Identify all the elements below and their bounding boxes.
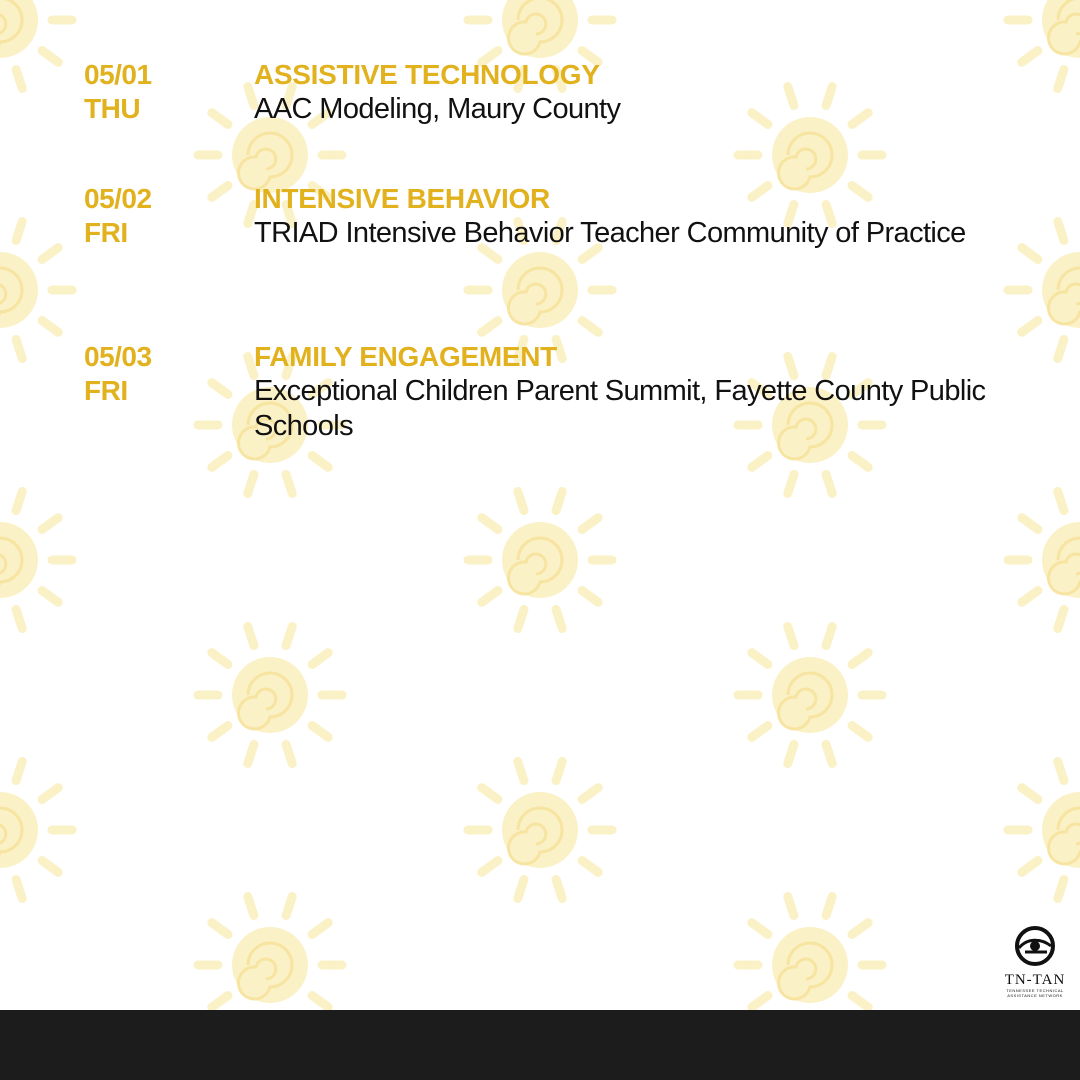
sun-icon (738, 897, 882, 1010)
sun-icon (738, 627, 882, 764)
event-date: 05/01 (84, 59, 152, 90)
event-description: AAC Modeling, Maury County (254, 93, 621, 125)
sun-icon (1008, 492, 1080, 629)
sun-icon (0, 222, 72, 359)
sun-icon (1008, 222, 1080, 359)
event-date-block (84, 182, 244, 250)
event-day: FRI (84, 217, 128, 248)
sun-icon (0, 0, 72, 88)
event-date-block (84, 340, 244, 408)
tn-tan-logo-icon (1013, 924, 1057, 968)
sun-icon (198, 627, 342, 764)
event-description: Exceptional Children Parent Summit, Fayette County Public Schools (254, 375, 986, 442)
logo-name: TN-TAN (1004, 972, 1066, 988)
sun-icon (1008, 0, 1080, 88)
event-date: 05/03 (84, 341, 152, 372)
sun-icon (0, 762, 72, 899)
sun-icon (1008, 762, 1080, 899)
event-category: INTENSIVE BEHAVIOR (254, 183, 550, 214)
event-description: TRIAD Intensive Behavior Teacher Community of Practice (254, 217, 966, 249)
logo-tagline: TENNESSEE TECHNICAL ASSISTANCE NETWORK (1006, 988, 1064, 998)
event-date: 05/02 (84, 183, 152, 214)
event-category: FAMILY ENGAGEMENT (254, 341, 557, 372)
event-date-block (84, 58, 244, 126)
footer-bar (0, 1010, 1080, 1080)
sun-icon (468, 492, 612, 629)
sun-icon (0, 492, 72, 629)
event-info (254, 340, 994, 444)
sun-icon (468, 762, 612, 899)
event-info (254, 182, 994, 251)
tn-tan-logo (998, 924, 1072, 1004)
event-category: ASSISTIVE TECHNOLOGY (254, 59, 600, 90)
event-day: FRI (84, 375, 128, 406)
event-info (254, 58, 994, 127)
sun-icon (198, 897, 342, 1010)
event-day: THU (84, 93, 141, 124)
